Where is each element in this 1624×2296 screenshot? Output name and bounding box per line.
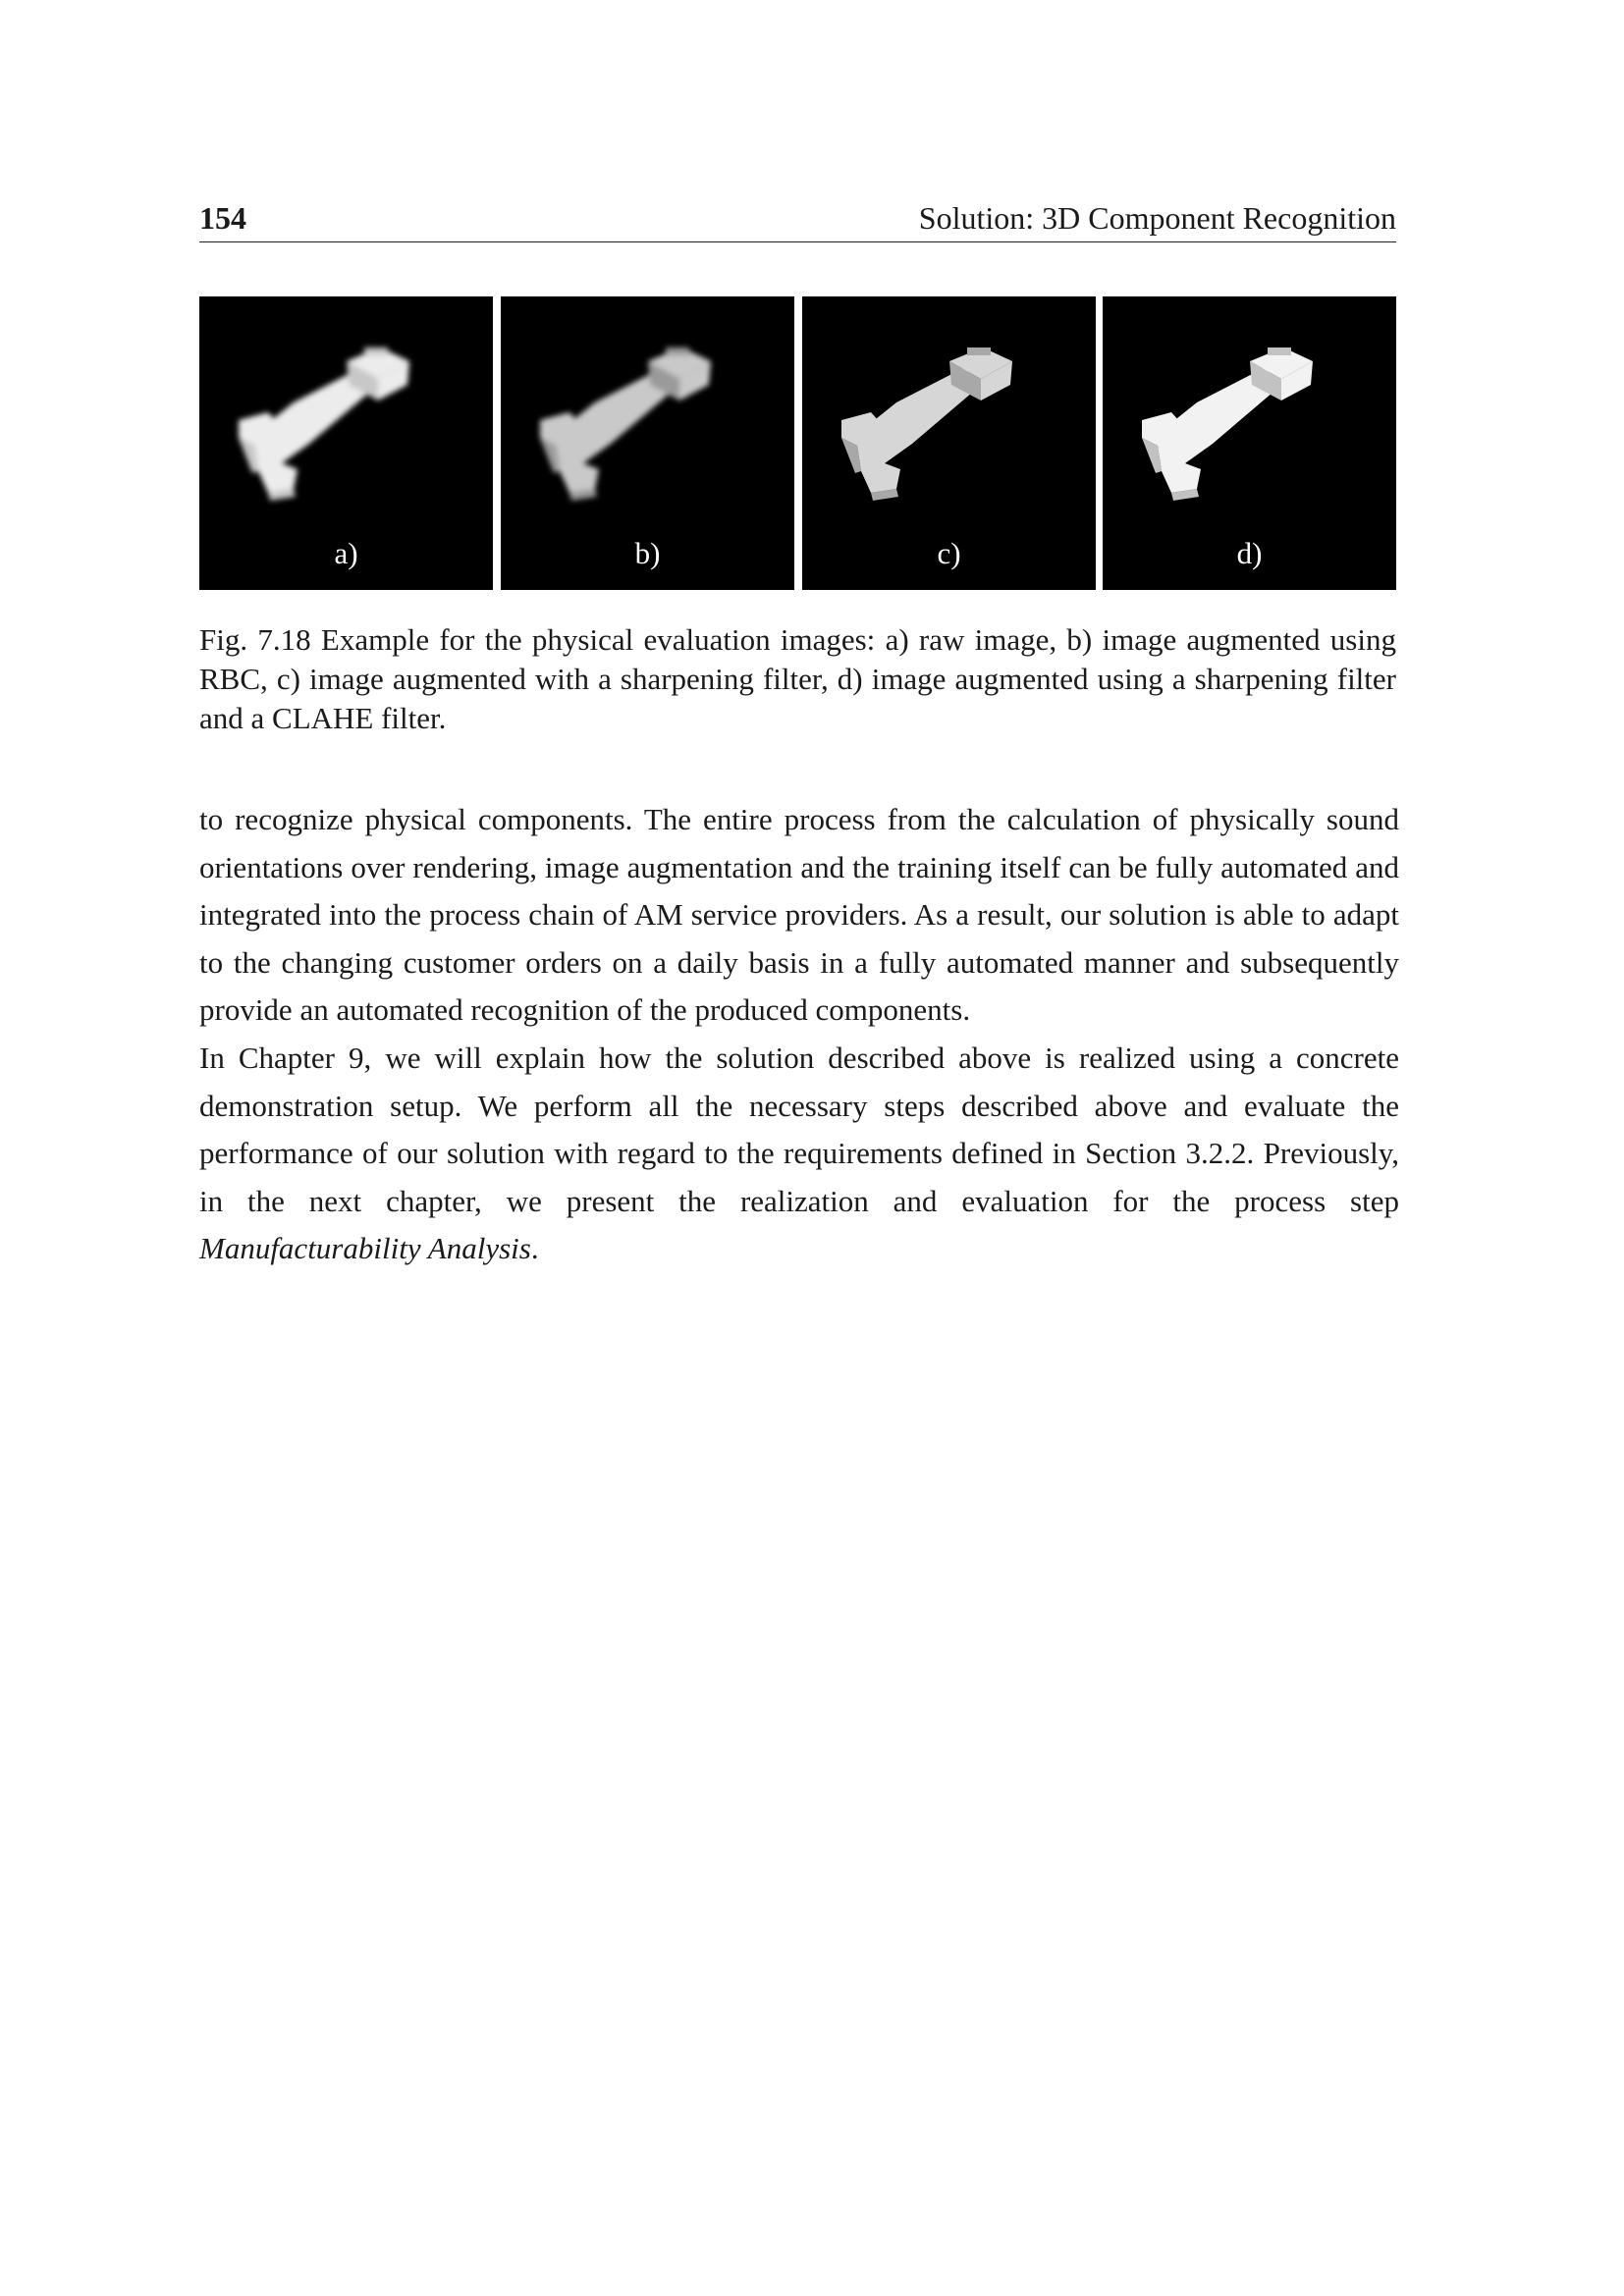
process-step-name: Manufacturability Analysis — [199, 1231, 531, 1266]
panel-label: d) — [1236, 536, 1263, 570]
panel-label: a) — [334, 536, 358, 570]
wrench-shape — [239, 347, 409, 501]
figure-caption: Fig. 7.18 Example for the physical evaluation images: a) raw image, b) image augmented using RBC, c) image augmented with a sharpening filter, d) image augmented using a sharpening filter and a CLAHE filter. — [199, 622, 1396, 735]
figure-panel-b — [501, 296, 794, 590]
wrench-shape — [540, 347, 711, 501]
paragraph-end: . — [530, 1231, 539, 1266]
page-number: 154 — [199, 200, 246, 236]
running-header — [199, 198, 1396, 242]
figure-7-18 — [199, 296, 1396, 590]
figure-panel-c — [802, 296, 1096, 590]
paragraph: to recognize physical components. The entire process from the calculation of physically sound orientations over rendering, image augmentation and the training itself can be fully automated and integrated into the process chain of AM service providers. As a result, our solution is able to adapt to the changing customer orders on a daily basis in a fully automated manner and subsequently provide an automated recognition of the produced components. — [199, 802, 1399, 1028]
figure-panel-a — [199, 296, 493, 590]
body-text — [199, 796, 1399, 1273]
paragraph — [199, 1035, 1399, 1273]
running-title: Solution: 3D Component Recognition — [918, 200, 1396, 236]
paragraph-text: In Chapter 9, we will explain how the solution described above is realized using a concrete demonstration setup. We perform all the necessary steps described above and evaluate the performance of our solution with regard to the requirements defined in Section 3.2.2. Previously, in the next chapter, we present the realization and evaluation for the process step — [199, 1040, 1399, 1218]
panel-label: b) — [634, 536, 661, 570]
wrench-shape — [841, 347, 1012, 501]
wrench-shape — [1142, 347, 1313, 501]
figure-panel-d — [1103, 296, 1396, 590]
panel-label: c) — [937, 536, 961, 570]
